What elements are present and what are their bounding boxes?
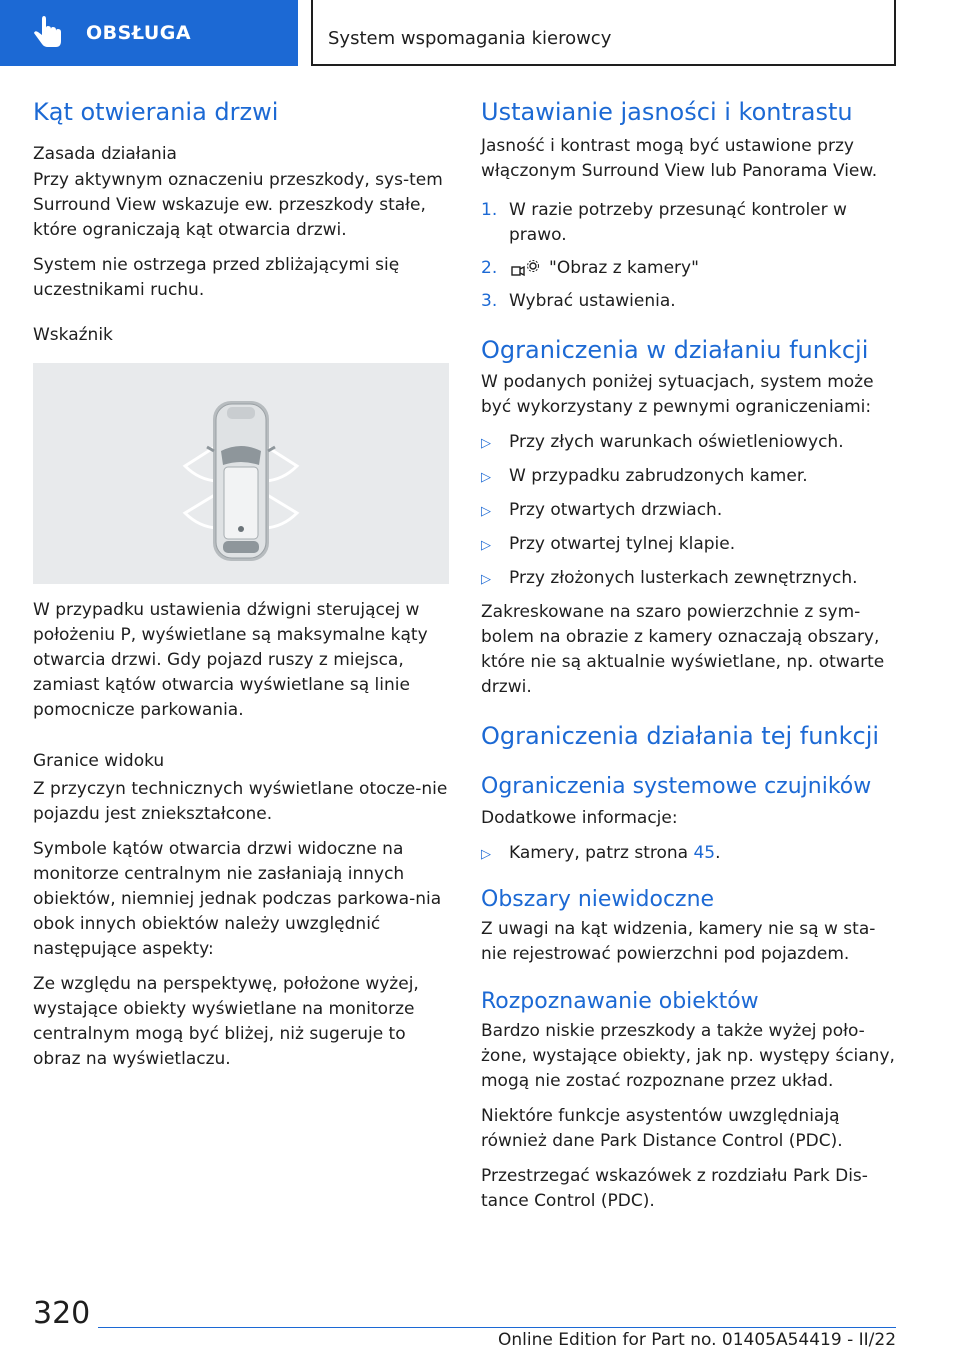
paragraph-function-limits: W podanych poniżej sytuacjach, system może być wykorzystany z pewnymi ograniczeniami: <box>481 372 874 417</box>
triangle-bullet-icon: ▷ <box>481 436 491 451</box>
steps-list <box>481 198 899 314</box>
paragraph-view-limits-3: Ze względu na perspektywę, położone wyżej, wystające obiekty wyświetlane na monitorze centralnym mogą być bliżej, niż sugeruje to obraz na wyświetlaczu. <box>33 974 419 1069</box>
footer-divider <box>98 1327 896 1328</box>
step-item <box>481 256 899 281</box>
list-item-text: Przy złych warunkach oświetleniowych. <box>509 432 844 452</box>
heading-function-limits: Ograniczenia w działaniu funkcji <box>481 336 869 364</box>
paragraph-view-limits-1: Z przyczyn technicznych wyświetlane otocze-nie pojazdu jest zniekształcone. <box>33 779 448 824</box>
car-body <box>207 401 275 561</box>
list-item <box>481 464 899 490</box>
list-item-text: Przy otwartych drzwiach. <box>509 500 723 520</box>
page-number: 320 <box>33 1296 91 1331</box>
left-column <box>33 96 449 1072</box>
paragraph-principle-2: System nie ostrzega przed zbliżającymi się uczestnikami ruchu. <box>33 255 400 300</box>
limitations-list <box>481 430 899 592</box>
step-number: 3. <box>481 291 498 311</box>
list-item <box>481 566 899 592</box>
triangle-bullet-icon: ▷ <box>481 572 491 587</box>
footer-edition: Online Edition for Part no. 01405A54419 - II/22 <box>498 1330 897 1350</box>
list-item-text <box>509 841 721 867</box>
right-column <box>481 96 899 1214</box>
paragraph-blind-areas: Z uwagi na kąt widzenia, kamery nie są w sta-nie rejestrować powierzchni pod pojazdem. <box>481 919 876 964</box>
cameras-ref-prefix: Kamery, patrz strona <box>509 843 689 863</box>
paragraph-brightness: Jasność i kontrast mogą być ustawione przy włączonym Surround View lub Panorama View. <box>481 136 878 181</box>
heading-door-angle: Kąt otwierania drzwi <box>33 98 279 126</box>
list-item <box>481 532 899 558</box>
list-item-text: Przy otwartej tylnej klapie. <box>509 534 736 554</box>
paragraph-object-detection-2: Niektóre funkcje asystentów uwzględniają również dane Park Distance Control (PDC). <box>481 1106 843 1151</box>
section-label: OBSŁUGA <box>86 22 192 44</box>
hand-pointer-icon <box>28 13 68 53</box>
paragraph-hatched-areas: Zakreskowane na szaro powierzchnie z sym-bolem na obrazie z kamery oznaczają obszary, które nie są aktualnie wyświetlane, np. otwarte drzwi. <box>481 602 885 697</box>
heading-principle: Zasada działania <box>33 144 177 164</box>
step-number: 2. <box>481 258 498 278</box>
triangle-bullet-icon: ▷ <box>481 538 491 553</box>
list-item-text: Przy złożonych lusterkach zewnętrznych. <box>509 568 858 588</box>
paragraph-object-detection-3: Przestrzegać wskazówek z rozdziału Park Dis-tance Control (PDC). <box>481 1166 868 1211</box>
list-item-text: W przypadku zabrudzonych kamer. <box>509 466 808 486</box>
paragraph-indicator: W przypadku ustawienia dźwigni sterującej w położeniu P, wyświetlane są maksymalne kąty otwarcia drzwi. Gdy pojazd ruszy z miejsca, zamiast kątów otwarcia wyświetlane są linie pomocnicze parkowania. <box>33 600 428 720</box>
list-item <box>481 841 899 867</box>
step-text: Wybrać ustawienia. <box>509 291 676 311</box>
heading-this-function-limits: Ograniczenia działania tej funkcji <box>481 722 880 750</box>
car-top-view-figure <box>33 363 449 584</box>
list-item <box>481 498 899 524</box>
section-tab <box>0 0 298 66</box>
paragraph-additional-info: Dodatkowe informacje: <box>481 808 678 828</box>
paragraph-view-limits-2: Symbole kątów otwarcia drzwi widoczne na monitorze centralnym nie zasłaniają innych obiektów, niemniej jednak podczas parkowa-nia obok innych obiektów należy uwzględnić następujące aspekty: <box>33 839 442 959</box>
step-number: 1. <box>481 200 498 220</box>
camera-settings-icon <box>509 258 541 280</box>
triangle-bullet-icon: ▷ <box>481 847 491 862</box>
heading-view-limits: Granice widoku <box>33 751 165 771</box>
step-item <box>481 198 899 248</box>
heading-object-detection: Rozpoznawanie obiektów <box>481 989 759 1014</box>
heading-indicator: Wskaźnik <box>33 325 113 345</box>
list-item <box>481 430 899 456</box>
heading-brightness: Ustawianie jasności i kontrastu <box>481 98 853 126</box>
car-top-view-illustration <box>33 363 449 584</box>
triangle-bullet-icon: ▷ <box>481 504 491 519</box>
step-item <box>481 289 899 314</box>
triangle-bullet-icon: ▷ <box>481 470 491 485</box>
chapter-header <box>311 0 896 66</box>
step-text: "Obraz z kamery" <box>549 258 699 278</box>
paragraph-object-detection-1: Bardzo niskie przeszkody a także wyżej poło-żone, wystające obiekty, jak np. występy ściany, mogą nie zostać rozpoznane przez układ. <box>481 1021 895 1091</box>
heading-sensor-limits: Ograniczenia systemowe czujników <box>481 774 872 799</box>
step-content <box>509 256 699 281</box>
step-text: W razie potrzeby przesunąć kontroler w prawo. <box>509 200 847 245</box>
paragraph-principle-1: Przy aktywnym oznaczeniu przeszkody, sys-tem Surround View wskazuje ew. przeszkody stałe, które ograniczają kąt otwarcia drzwi. <box>33 170 443 240</box>
chapter-title: System wspomagania kierowcy <box>328 28 612 49</box>
cameras-list <box>481 841 899 867</box>
heading-blind-areas: Obszary niewidoczne <box>481 887 715 912</box>
page-45-link[interactable]: 45 <box>693 843 716 863</box>
cameras-ref-suffix: . <box>715 843 721 863</box>
